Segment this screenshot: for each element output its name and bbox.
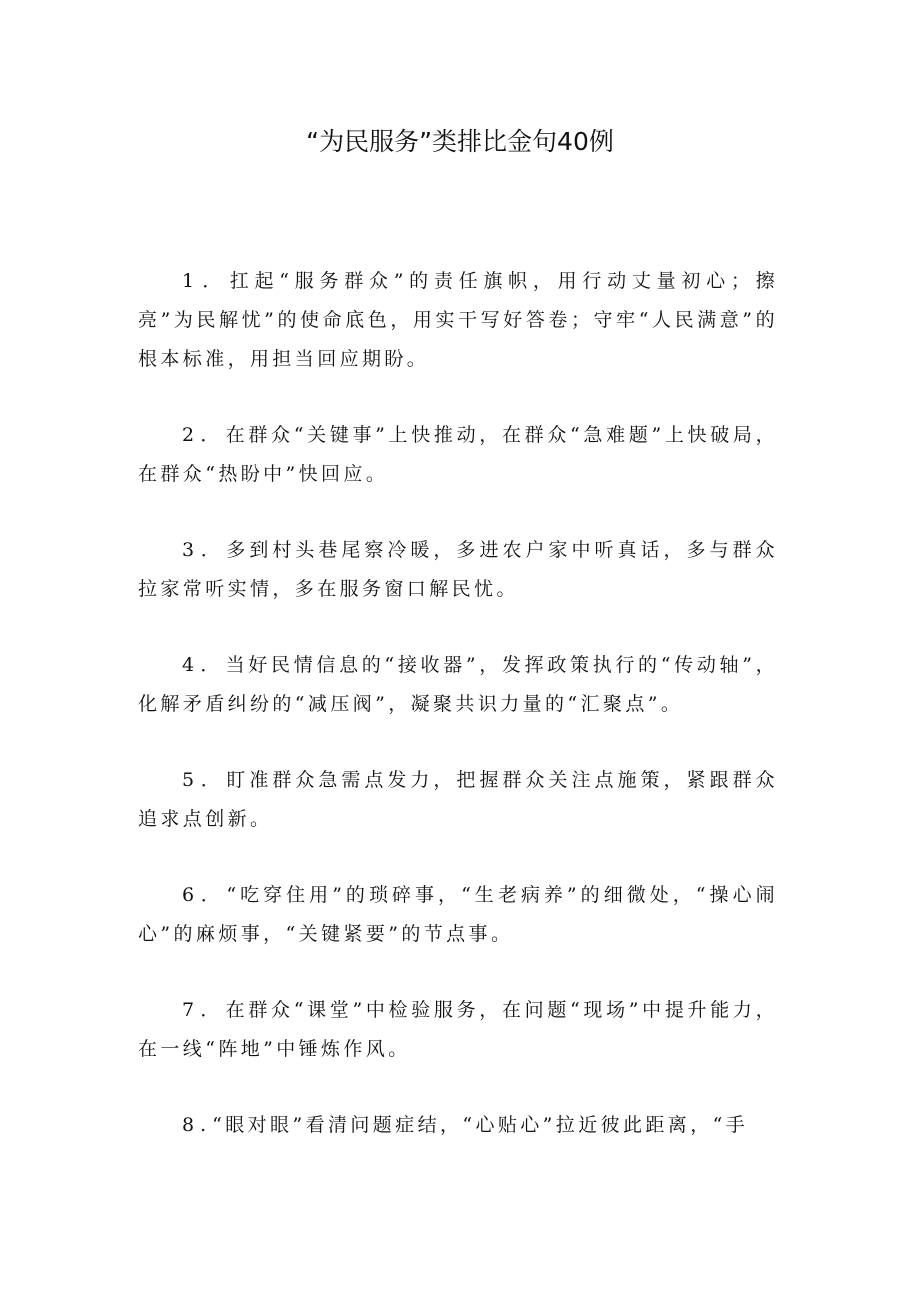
item-text: “眼对眼”看清问题症结，“心贴心”拉近彼此距离，“手: [212, 1114, 749, 1136]
list-item: [138, 416, 778, 494]
item-text: 扛起“服务群众”的责任旗帜，用行动丈量初心；擦亮”为民解忧”的使命底色，用实干写好答卷；守牢“人民满意”的根本标准，用担当回应期盼。: [138, 270, 778, 370]
list-item: [138, 262, 778, 379]
list-item: [138, 876, 778, 954]
list-item: [138, 646, 778, 724]
item-text: 在群众“课堂”中检验服务，在问题“现场”中提升能力，在一线“阵地”中锤炼作风。: [138, 999, 778, 1060]
item-number: 2．: [182, 424, 226, 446]
item-number: 3．: [182, 539, 227, 561]
list-item: [138, 761, 778, 839]
item-text: “吃穿住用”的琐碎事，“生老病养”的细微处，“操心闹心”的麻烦事，“关键紧要”的节点事。: [138, 884, 778, 945]
item-number: 5．: [182, 769, 227, 791]
item-text: 多到村头巷尾察冷暖，多进农户家中听真话，多与群众拉家常听实情，多在服务窗口解民忧。: [138, 539, 778, 600]
item-text: 盯准群众急需点发力，把握群众关注点施策，紧跟群众追求点创新。: [138, 769, 778, 830]
item-text: 在群众“关键事”上快推动，在群众“急难题”上快破局，在群众“热盼中”快回应。: [138, 424, 778, 485]
list-item: [138, 1106, 778, 1145]
document-body: [138, 262, 778, 1182]
item-number: 6．: [182, 884, 227, 906]
item-text: 当好民情信息的“接收器”，发挥政策执行的“传动轴”，化解矛盾纠纷的“减压阀”，凝聚共识力量的“汇聚点”。: [138, 654, 778, 715]
list-item: [138, 991, 778, 1069]
list-item: [138, 531, 778, 609]
item-number: 1．: [182, 270, 230, 292]
item-number: 8.: [182, 1114, 213, 1136]
item-number: 7．: [182, 999, 226, 1021]
item-number: 4．: [182, 654, 226, 676]
page-title: “为民服务”类排比金句40例: [306, 127, 614, 156]
